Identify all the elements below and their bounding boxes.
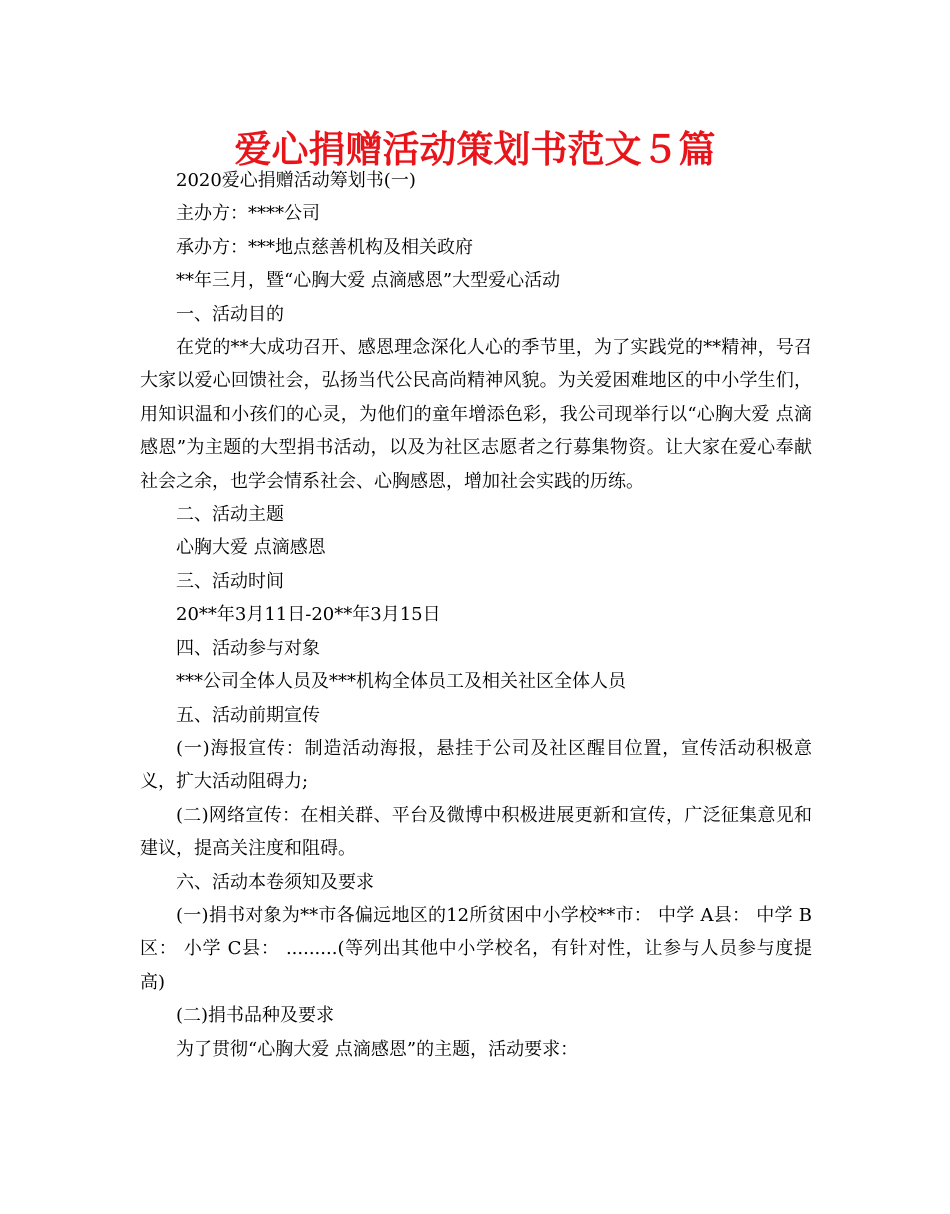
paragraph-subtitle: 2020爱心捐赠活动筹划书(一) bbox=[176, 170, 416, 191]
section-heading-participants: 四、活动参与对象 bbox=[176, 637, 320, 659]
paragraph-poster-promotion: (一)海报宣传：制造活动海报，悬挂于公司及社区醒目位置，宣传活动积极意义，扩大活动阻碍力; bbox=[140, 737, 812, 793]
paragraph-book-types: (二)捐书品种及要求 bbox=[176, 1005, 335, 1027]
paragraph-event-intro: **年三月，暨“心胸大爱 点滴感恩”大型爱心活动 bbox=[176, 270, 561, 292]
section-heading-theme: 二、活动主题 bbox=[176, 504, 284, 526]
paragraph-participants: ***公司全体人员及***机构全体员工及相关社区全体人员 bbox=[176, 671, 626, 693]
paragraph-theme: 心胸大爱 点滴感恩 bbox=[176, 537, 326, 559]
section-heading-purpose: 一、活动目的 bbox=[176, 303, 284, 325]
paragraph-time: 20**年3月11日-20**年3月15日 bbox=[176, 604, 441, 626]
document-title: 爱心捐赠活动策划书范文５篇 bbox=[234, 128, 716, 171]
section-heading-time: 三、活动时间 bbox=[176, 570, 284, 592]
section-heading-requirements: 六、活动本卷须知及要求 bbox=[176, 871, 374, 893]
paragraph-online-promotion: (二)网络宣传：在相关群、平台及微博中积极进展更新和宣传，广泛征集意见和建议，提高关注度和阻碍。 bbox=[140, 804, 812, 860]
paragraph-activity-requirements: 为了贯彻“心胸大爱 点滴感恩”的主题，活动要求： bbox=[176, 1038, 579, 1060]
section-heading-promotion: 五、活动前期宣传 bbox=[176, 704, 320, 726]
paragraph-donation-targets: (一)捐书对象为**市各偏远地区的12所贫困中小学校**市： 中学 A县： 中学 B 区： 小学 C县： .........(等列出其他中小学校名，有针对性，让参与人员参与度提高) bbox=[140, 904, 812, 993]
paragraph-purpose: 在党的**大成功召开、感恩理念深化人心的季节里，为了实践党的**精神，号召大家以爱心回馈社会，弘扬当代公民高尚精神风貌。为关爱困难地区的中小学生们，用知识温和小孩们的心灵，为他们的童年增添色彩，我公司现举行以“心胸大爱 点滴感恩”为主题的大型捐书活动，以及为社区志愿者之行募集物资。让大家在爱心奉献社会之余，也学会情系社会、心胸感恩，增加社会实践的历练。 bbox=[140, 337, 812, 492]
document-body bbox=[140, 164, 812, 1066]
paragraph-coorganizer: 承办方：***地点慈善机构及相关政府 bbox=[176, 236, 473, 258]
paragraph-organizer: 主办方：****公司 bbox=[176, 203, 320, 225]
